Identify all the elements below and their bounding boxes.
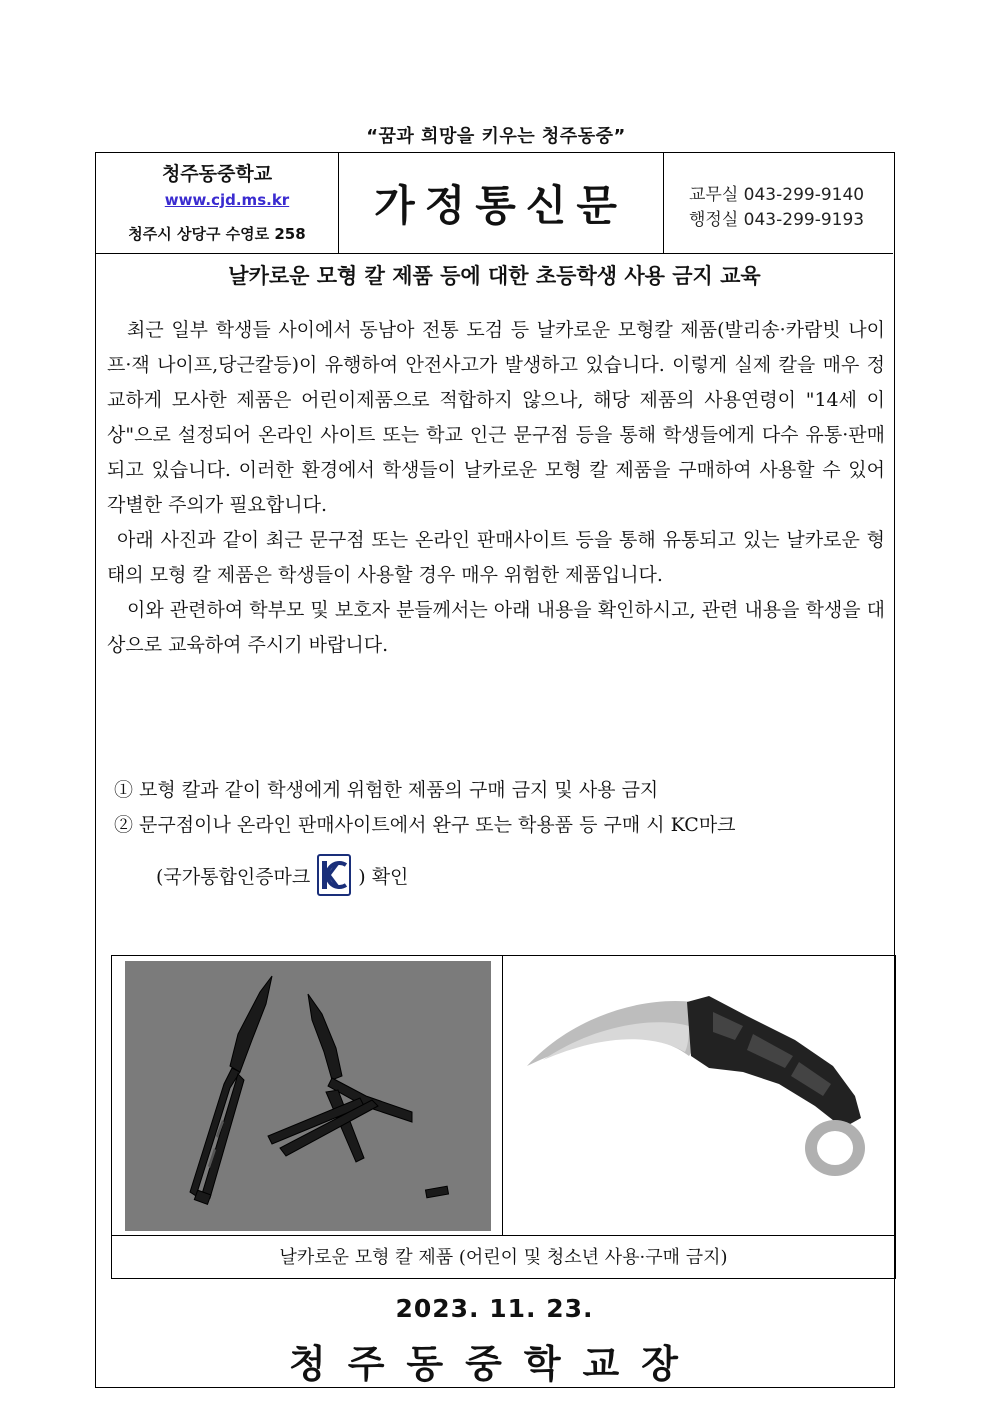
list-item: ② 문구점이나 온라인 판매사이트에서 완구 또는 학용품 등 구매 시 KC마크: [114, 814, 736, 836]
notice-body: [107, 313, 885, 663]
school-address: 청주시 상당구 수영로 258: [128, 225, 306, 243]
phone-office: 교무실 043-299-9140: [689, 185, 865, 205]
butterfly-knife-image: [112, 956, 502, 1235]
contact-info: [663, 153, 893, 253]
butterfly-knife-photo-cell: [112, 956, 503, 1235]
issue-date: 2023. 11. 23.: [395, 1294, 594, 1323]
kc-prefix: (국가통합인증마크: [156, 865, 311, 888]
document-title: 가정통신문: [374, 181, 627, 230]
list-item: ① 모형 칼과 같이 학생에게 위험한 제품의 구매 금지 및 사용 금지: [114, 779, 659, 801]
notice-heading: 날카로운 모형 칼 제품 등에 대한 초등학생 사용 금지 교육: [228, 263, 761, 288]
karambit-photo-cell: [503, 956, 895, 1235]
paragraph-2: 아래 사진과 같이 최근 문구점 또는 온라인 판매사이트 등을 통해 유통되고 있는 날카로운 형태의 모형 칼 제품은 학생들이 사용할 경우 매우 위험한 제품입니다.: [107, 529, 885, 586]
kc-suffix: ) 확인: [358, 865, 409, 888]
photo-caption: 날카로운 모형 칼 제품 (어린이 및 청소년 사용·구매 금지): [112, 1235, 895, 1279]
school-name: 청주동중학교: [161, 163, 273, 185]
school-info: [96, 153, 339, 253]
paragraph-3: 이와 관련하여 학부모 및 보호자 분들께서는 아래 내용을 확인하시고, 관련 내용을 학생을 대상으로 교육하여 주시기 바랍니다.: [107, 599, 885, 656]
paragraph-1: 최근 일부 학생들 사이에서 동남아 전통 도검 등 날카로운 모형칼 제품(발리송·카람빗 나이프·잭 나이프,당근칼등)이 유행하여 안전사고가 발생하고 있습니다. 이렇게 실제 칼을 매우 정교하게 모사한 제품은 어린이제품으로 적합하지 않으나, 해당 제품의 사용연령이 "14세 이상"으로 설정되어 온라인 사이트 또는 학교 인근 문구점 등을 통해 학생들에게 다수 유통·판매되고 있습니다. 이러한 환경에서 학생들이 날카로운 모형 칼 제품을 구매하여 사용할 수 있어 각별한 주의가 필요합니다.: [107, 319, 885, 516]
newsletter-frame: [95, 152, 895, 1388]
karambit-image: [503, 956, 893, 1235]
product-photo-table: [111, 955, 896, 1279]
guideline-list: [114, 773, 884, 843]
school-motto: “꿈과 희망을 키우는 청주동중”: [366, 126, 626, 147]
kc-mark-icon: [316, 853, 352, 897]
title-cell: [338, 153, 664, 253]
phone-admin: 행정실 043-299-9193: [689, 210, 865, 230]
kc-mark-line: [156, 853, 408, 897]
principal-signature: 청주동중학교장: [289, 1342, 700, 1386]
newsletter-header: [96, 153, 893, 254]
school-website-link[interactable]: www.cjd.ms.kr: [164, 191, 290, 209]
